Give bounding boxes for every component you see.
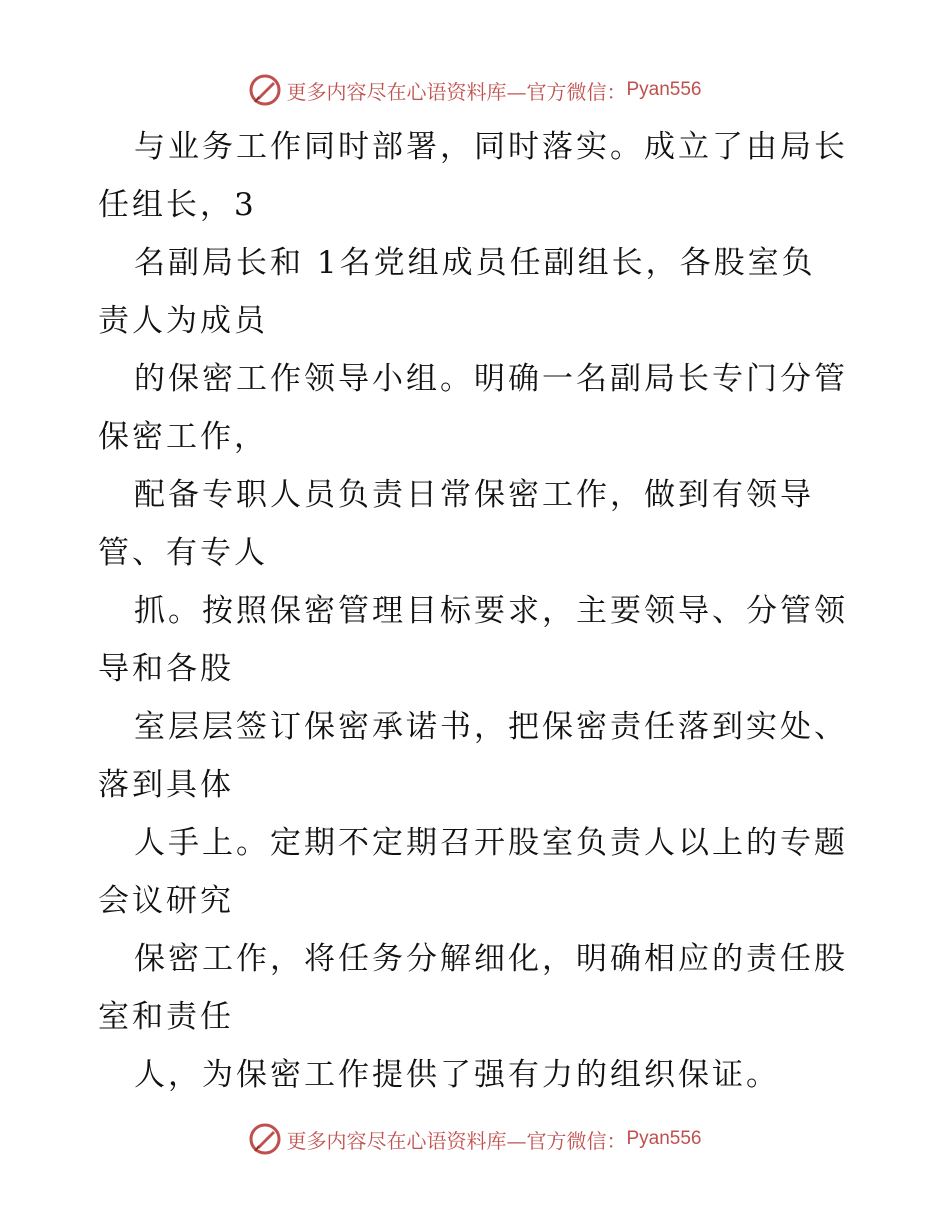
body-line: 落到具体 bbox=[98, 767, 234, 803]
body-line: 名副局长和 1名党组成员任副组长，各股室负 bbox=[134, 245, 816, 281]
watermark-text: 更多内容尽在心语资料库—官方微信： bbox=[286, 79, 627, 104]
footer-watermark bbox=[0, 1119, 950, 1159]
body-line: 责人为成员 bbox=[98, 303, 268, 339]
body-line: 室和责任 bbox=[98, 999, 234, 1035]
quill-logo-icon bbox=[248, 73, 282, 107]
quill-logo-icon bbox=[248, 1122, 282, 1156]
body-line: 抓。按照保密管理目标要求，主要领导、分管领 bbox=[134, 593, 848, 629]
watermark-text: 更多内容尽在心语资料库—官方微信： bbox=[286, 1128, 627, 1153]
body-line: 的保密工作领导小组。明确一名副局长专门分管 bbox=[134, 361, 848, 397]
body-line: 任组长，3 bbox=[98, 187, 257, 223]
body-line: 导和各股 bbox=[98, 651, 234, 687]
body-line: 室层层签订保密承诺书，把保密责任落到实处、 bbox=[134, 709, 848, 745]
watermark-wechat-id: Pyan556 bbox=[626, 79, 702, 100]
body-line: 管、有专人 bbox=[98, 535, 268, 571]
body-line: 保密工作， bbox=[98, 419, 268, 455]
body-line: 人手上。定期不定期召开股室负责人以上的专题 bbox=[134, 825, 848, 861]
body-line: 会议研究 bbox=[98, 883, 234, 919]
body-line: 人，为保密工作提供了强有力的组织保证。 bbox=[134, 1057, 780, 1093]
watermark-wechat-id: Pyan556 bbox=[626, 1128, 702, 1149]
document-body bbox=[98, 118, 858, 1104]
body-line: 配备专职人员负责日常保密工作，做到有领导 bbox=[134, 477, 814, 513]
body-line: 保密工作，将任务分解细化，明确相应的责任股 bbox=[134, 941, 848, 977]
body-line: 与业务工作同时部署，同时落实。成立了由局长 bbox=[134, 129, 848, 165]
header-watermark bbox=[0, 70, 950, 110]
